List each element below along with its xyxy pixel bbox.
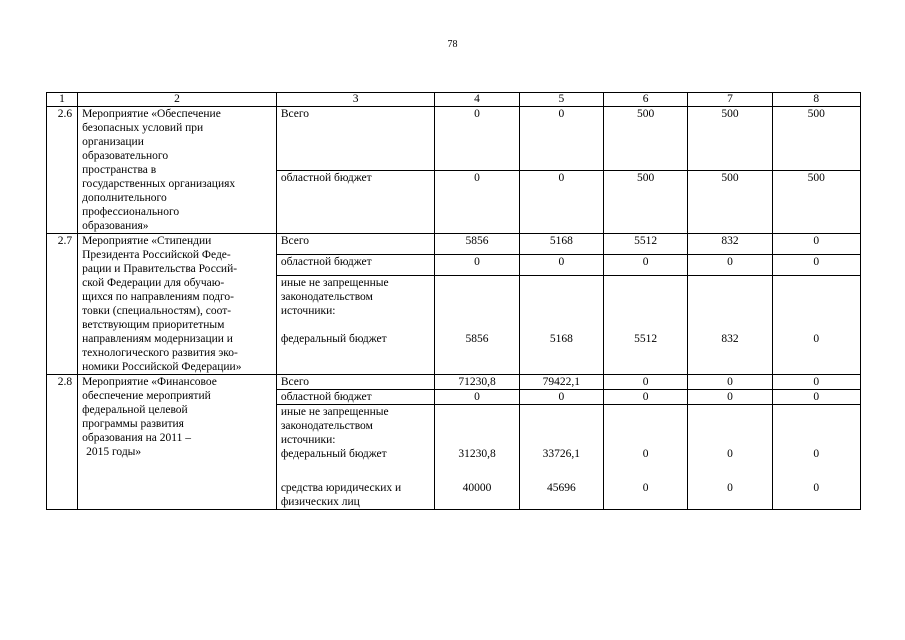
source-cell xyxy=(276,405,435,510)
event-line: 2015 годы» xyxy=(86,446,142,458)
value-cell xyxy=(604,405,688,510)
table-row xyxy=(47,375,861,390)
value-cell: 500 xyxy=(604,170,688,234)
header-cell: 7 xyxy=(688,93,772,107)
event-line: товки (специальностям), соот- xyxy=(82,305,232,317)
value-line: 0 xyxy=(727,482,733,494)
value-cell: 0 xyxy=(435,255,519,276)
header-cell: 4 xyxy=(435,93,519,107)
table-row xyxy=(47,107,861,171)
event-line: обеспечение мероприятий xyxy=(82,390,211,402)
value-cell: 500 xyxy=(772,107,860,171)
event-description xyxy=(78,234,277,375)
value-cell: 0 xyxy=(519,255,603,276)
value-line: 45696 xyxy=(546,482,576,494)
value-line: 33726,1 xyxy=(542,448,581,460)
row-number: 2.7 xyxy=(47,234,78,375)
value-line: 0 xyxy=(813,482,820,494)
source-line: источники: xyxy=(280,434,336,446)
source-line: иные не запрещенные xyxy=(280,406,389,418)
spacer xyxy=(281,461,431,475)
source-cell: областной бюджет xyxy=(276,255,435,276)
value-line: 0 xyxy=(642,448,649,460)
event-line: Мероприятие «Финансовое xyxy=(82,376,217,388)
value-cell: 0 xyxy=(519,390,603,405)
source-cell: областной бюджет xyxy=(276,390,435,405)
event-line: ветствующим приоритетным xyxy=(82,319,225,331)
event-line: образования» xyxy=(82,220,149,232)
budget-table xyxy=(46,92,861,510)
value-cell: 5856 xyxy=(435,234,519,255)
event-line: образования на 2011 – xyxy=(82,432,191,444)
value-cell: 0 xyxy=(688,390,772,405)
value-cell: 0 xyxy=(772,390,860,405)
source-line: законодательством xyxy=(280,290,373,303)
event-line: государственных организациях xyxy=(82,178,236,190)
header-cell: 6 xyxy=(604,93,688,107)
value-line: 5168 xyxy=(549,332,573,345)
value-line: 0 xyxy=(642,482,649,494)
event-line: щихся по направлениям подго- xyxy=(82,291,235,303)
value-cell: 5168 xyxy=(519,234,603,255)
value-cell xyxy=(688,405,772,510)
event-line: организации xyxy=(82,136,144,148)
header-cell: 8 xyxy=(772,93,860,107)
value-cell: 0 xyxy=(604,390,688,405)
row-number: 2.8 xyxy=(47,375,78,510)
event-line: дополнительного xyxy=(82,192,167,204)
event-line: Мероприятие «Обеспечение xyxy=(82,108,221,120)
value-cell: 0 xyxy=(772,255,860,276)
header-cell: 5 xyxy=(519,93,603,107)
value-cell: 0 xyxy=(519,107,603,171)
event-line: Мероприятие «Стипендии xyxy=(82,235,212,247)
value-line: 0 xyxy=(727,448,733,460)
spacer xyxy=(281,318,431,332)
value-cell: 0 xyxy=(435,390,519,405)
value-line: 0 xyxy=(813,332,820,345)
header-cell: 1 xyxy=(47,93,78,107)
source-cell: областной бюджет xyxy=(276,170,435,234)
source-line: законодательством xyxy=(280,420,373,432)
event-line: направлениям модернизации и xyxy=(82,333,233,345)
value-cell: 500 xyxy=(604,107,688,171)
event-line: профессионального xyxy=(82,206,180,218)
value-cell xyxy=(772,405,860,510)
value-cell: 0 xyxy=(519,170,603,234)
value-line: 5512 xyxy=(634,332,658,345)
event-line: пространства в xyxy=(82,164,157,176)
event-line: программы развития xyxy=(82,418,184,430)
value-line: 31230,8 xyxy=(458,448,496,460)
source-line: федеральный бюджет xyxy=(280,332,387,345)
value-cell: 0 xyxy=(772,375,860,390)
value-cell: 500 xyxy=(772,170,860,234)
source-line: иные не запрещенные xyxy=(280,276,389,289)
event-line: образовательного xyxy=(82,150,169,162)
event-line: ской Федерации для обучаю- xyxy=(82,277,225,289)
value-cell: 0 xyxy=(604,375,688,390)
value-cell: 79422,1 xyxy=(519,375,603,390)
value-cell: 0 xyxy=(772,234,860,255)
event-line: безопасных условий при xyxy=(82,122,204,134)
value-cell xyxy=(772,275,860,374)
value-cell: 5512 xyxy=(604,234,688,255)
value-cell: 0 xyxy=(604,255,688,276)
value-cell: 0 xyxy=(435,170,519,234)
event-line: Президента Российской Феде- xyxy=(82,249,231,261)
row-number: 2.6 xyxy=(47,107,78,234)
event-line: номики Российской Федерации» xyxy=(82,361,242,373)
value-cell xyxy=(519,405,603,510)
source-line: федеральный бюджет xyxy=(280,448,387,460)
source-line: физических лиц xyxy=(280,496,360,508)
value-line: 832 xyxy=(721,332,739,345)
header-cell: 2 xyxy=(78,93,277,107)
source-line: средства юридических и xyxy=(280,482,402,494)
value-cell xyxy=(519,275,603,374)
value-cell: 0 xyxy=(688,375,772,390)
event-description xyxy=(78,107,277,234)
source-cell xyxy=(276,275,435,374)
event-description xyxy=(78,375,277,510)
source-cell: Всего xyxy=(276,375,435,390)
header-cell: 3 xyxy=(276,93,435,107)
value-cell xyxy=(688,275,772,374)
event-line: федеральной целевой xyxy=(82,404,188,416)
page-number: 78 xyxy=(447,39,458,50)
value-line: 5856 xyxy=(465,332,489,345)
header-row xyxy=(47,93,861,107)
source-line: источники: xyxy=(280,304,336,317)
value-cell: 500 xyxy=(688,107,772,171)
value-line: 40000 xyxy=(462,482,492,494)
event-line: технологического развития эко- xyxy=(82,347,238,359)
value-cell: 71230,8 xyxy=(435,375,519,390)
source-cell: Всего xyxy=(276,107,435,171)
value-line: 0 xyxy=(813,448,820,460)
value-cell: 832 xyxy=(688,234,772,255)
value-cell xyxy=(604,275,688,374)
value-cell: 500 xyxy=(688,170,772,234)
event-line: рации и Правительства Россий- xyxy=(82,263,238,275)
value-cell xyxy=(435,405,519,510)
source-cell: Всего xyxy=(276,234,435,255)
value-cell: 0 xyxy=(435,107,519,171)
value-cell: 0 xyxy=(688,255,772,276)
table-row xyxy=(47,234,861,255)
value-cell xyxy=(435,275,519,374)
